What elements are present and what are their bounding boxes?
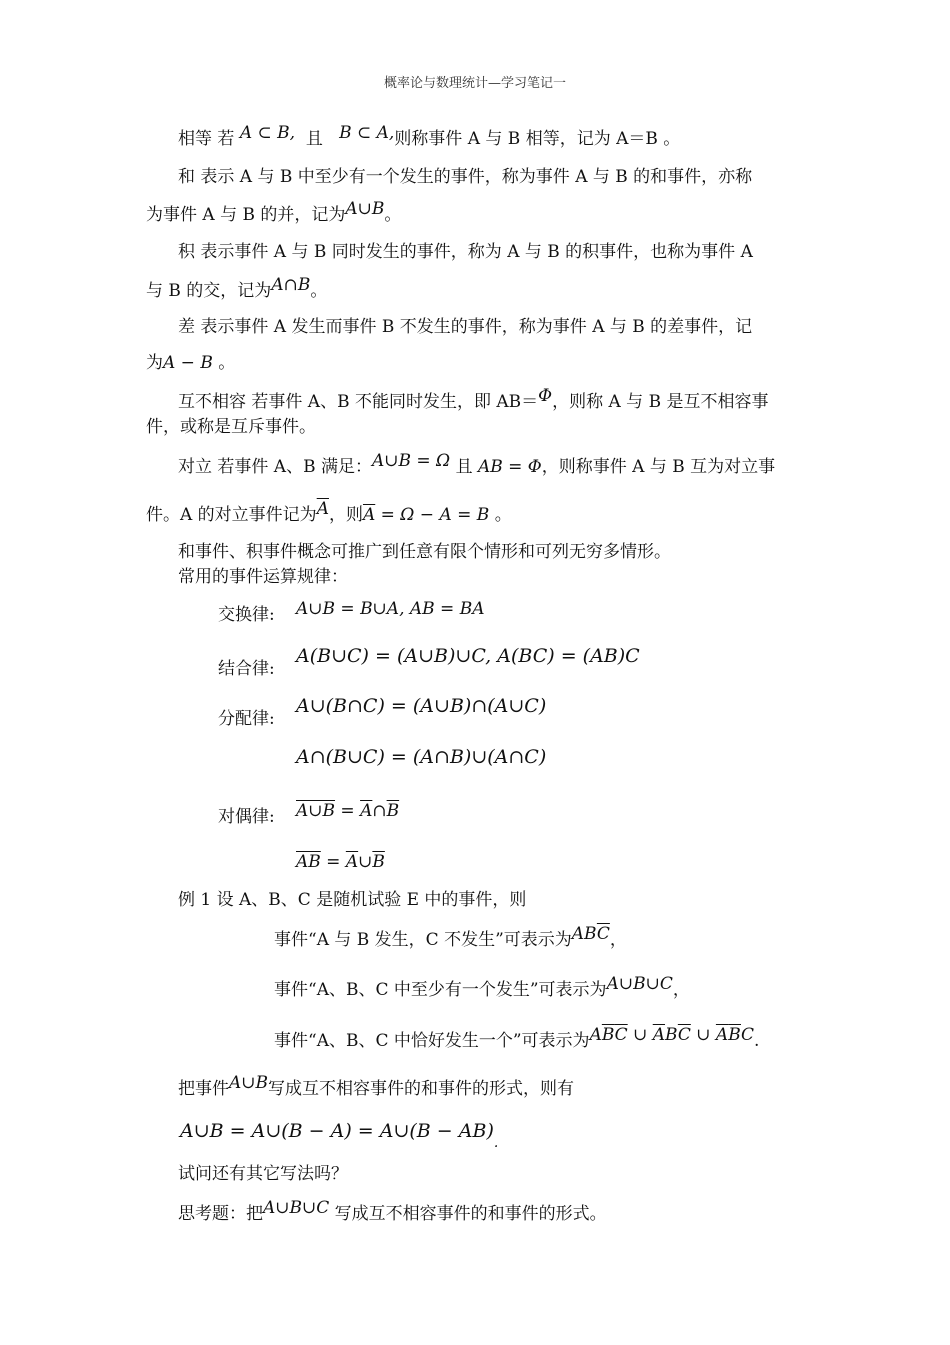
rule-demorgan-label: 对偶律:	[218, 807, 275, 827]
def-exclusive-text-2: ，则称 A 与 B 是互不相容事	[552, 392, 769, 412]
def-opposite-end: 。	[494, 505, 512, 525]
def-exclusive-line1	[178, 386, 769, 413]
example-line-2	[274, 974, 690, 1001]
def-difference-line1: 差 表示事件 A 发生而事件 B 不发生的事件，称为事件 A 与 B 的差事件，记	[178, 317, 753, 337]
example-2-formula: A∪B∪C	[606, 974, 673, 994]
page-header: 概率论与数理统计—学习笔记一	[383, 76, 566, 91]
rewrite-equation-end: .	[493, 1135, 499, 1151]
rule-associative-label: 结合律:	[218, 659, 275, 679]
rules-title: 常用的事件运算规律：	[178, 567, 348, 587]
def-equal-pre: 若	[217, 129, 235, 149]
example-3-text: 事件“A、B、C 中恰好发生一个”可表示为	[274, 1031, 590, 1051]
def-opposite-formula-1: A∪B = Ω	[371, 451, 451, 471]
def-union-formula: A∪B	[345, 199, 385, 219]
rule-commutative-formula: A∪B = B∪A, AB = BA	[296, 599, 485, 619]
thinking-text-2: 写成互不相容事件的和事件的形式。	[334, 1204, 607, 1224]
example-1-formula-cbar: $\overline{C}$	[596, 924, 610, 944]
rule-commutative-label: 交换律:	[218, 605, 275, 625]
rewrite-equation	[180, 1120, 499, 1151]
demorgan-2-eq: =	[320, 852, 346, 872]
demorgan-2-a: $\overline{A}$	[345, 852, 359, 872]
def-equal-post: 则称事件 A 与 B 相等，记为 A＝B 。	[394, 129, 681, 149]
rule-associative-formula: A(B∪C) = (A∪B)∪C, A(BC) = (AB)C	[296, 645, 640, 667]
rule-demorgan-formula-1	[296, 800, 399, 822]
example-2-end: ，	[672, 980, 690, 1000]
def-opposite-text-4: ，则	[328, 505, 363, 525]
def-union-end: 。	[384, 205, 402, 225]
rule-distributive-label: 分配律:	[218, 709, 275, 729]
def-product-end: 。	[310, 281, 328, 301]
def-opposite-text-3: 件。A 的对立事件记为	[146, 505, 317, 525]
rewrite-line	[178, 1073, 575, 1100]
demorgan-1-a: $\overline{A}$	[360, 801, 373, 821]
example-1-formula	[572, 924, 610, 944]
def-exclusive-text: 互不相容 若事件 A、B 不能同时发生，即 AB＝	[178, 392, 539, 412]
demorgan-1-op: ∩	[372, 801, 387, 821]
def-equal-mid: 且	[305, 129, 323, 149]
thinking-formula: A∪B∪C	[263, 1198, 330, 1218]
example-title: 例 1 设 A、B、C 是随机试验 E 中的事件，则	[178, 890, 527, 910]
def-product-text: 与 B 的交，记为	[146, 281, 272, 301]
def-equal	[178, 123, 681, 150]
question-text: 试问还有其它写法吗？	[178, 1164, 348, 1184]
def-union-line2	[146, 199, 402, 226]
rule-distributive-formula-2: A∩(B∪C) = (A∩B)∪(A∩C)	[296, 746, 547, 768]
def-difference-line2	[146, 352, 235, 374]
def-equal-formula-2: B ⊂ A,	[339, 123, 395, 143]
example-3-end: .	[754, 1031, 760, 1051]
def-union-line1: 和 表示 A 与 B 中至少有一个发生的事件，称为事件 A 与 B 的和事件，亦称	[178, 167, 753, 187]
rule-distributive-formula-1: A∪(B∩C) = (A∪B)∩(A∪C)	[296, 695, 547, 717]
def-exclusive-line2: 件，或称是互斥事件。	[146, 417, 316, 437]
rewrite-text: 把事件	[178, 1079, 229, 1099]
example-1-formula-ab: AB	[571, 924, 597, 944]
def-union-text: 为事件 A 与 B 的并，记为	[146, 205, 346, 225]
def-product-line2	[146, 275, 328, 302]
rule-demorgan-formula-2	[296, 851, 385, 873]
example-2-text: 事件“A、B、C 中至少有一个发生”可表示为	[274, 980, 607, 1000]
demorgan-1-b: $\overline{B}$	[386, 801, 400, 821]
thinking-line	[178, 1198, 607, 1225]
demorgan-1-lhs: A∪B	[296, 801, 336, 821]
example-line-3	[274, 1025, 760, 1052]
demorgan-2-lhs: $\overline{AB}$	[296, 852, 321, 872]
thinking-text: 思考题：把	[178, 1204, 263, 1224]
def-opposite-line1	[178, 451, 776, 478]
def-difference-text: 为	[146, 353, 163, 373]
def-opposite-formula-2: AB = Φ	[477, 457, 542, 477]
def-opposite-text-2: ，则称事件 A 与 B 互为对立事	[541, 457, 776, 477]
def-equal-term: 相等	[178, 129, 212, 149]
demorgan-1-eq: =	[335, 801, 361, 821]
rewrite-text-2: 写成互不相容事件的和事件的形式，则有	[268, 1079, 575, 1099]
def-product-line1: 积 表示事件 A 与 B 同时发生的事件，称为 A 与 B 的积事件，也称为事件 A	[178, 242, 753, 262]
demorgan-2-b: $\overline{B}$	[372, 852, 385, 872]
def-opposite-mid: 且	[455, 457, 473, 477]
rewrite-equation-body: A∪B = A∪(B − A) = A∪(B − AB)	[180, 1120, 494, 1142]
rewrite-formula: A∪B	[229, 1073, 269, 1093]
def-opposite-formula-4a: $\overline{A}$	[362, 505, 376, 525]
demorgan-2-op: ∪	[358, 852, 373, 872]
extend-text: 和事件、积事件概念可推广到任意有限个情形和可列无穷多情形。	[178, 542, 671, 562]
def-exclusive-phi: Φ	[538, 386, 553, 406]
def-equal-formula-1: A ⊂ B,	[239, 123, 296, 143]
def-opposite-text: 对立 若事件 A、B 满足：	[178, 457, 372, 477]
example-3-formula: $A\overline{B}\overline{C}$ ∪ $\overline{A}B\overline{C}$ ∪ $\overline{A}\overline{B}C$	[589, 1025, 755, 1045]
def-opposite-formula-4b: = Ω − A = B	[375, 505, 490, 525]
def-difference-end: 。	[218, 353, 236, 373]
def-product-formula: A∩B	[271, 275, 311, 295]
def-opposite-line2	[146, 499, 512, 526]
example-1-text: 事件“A 与 B 发生，C 不发生”可表示为	[274, 930, 572, 950]
example-line-1	[274, 924, 627, 951]
def-difference-formula: A − B	[163, 353, 213, 373]
def-opposite-formula-3: $\overline{A}$	[316, 499, 329, 519]
example-1-end: ，	[609, 930, 627, 950]
